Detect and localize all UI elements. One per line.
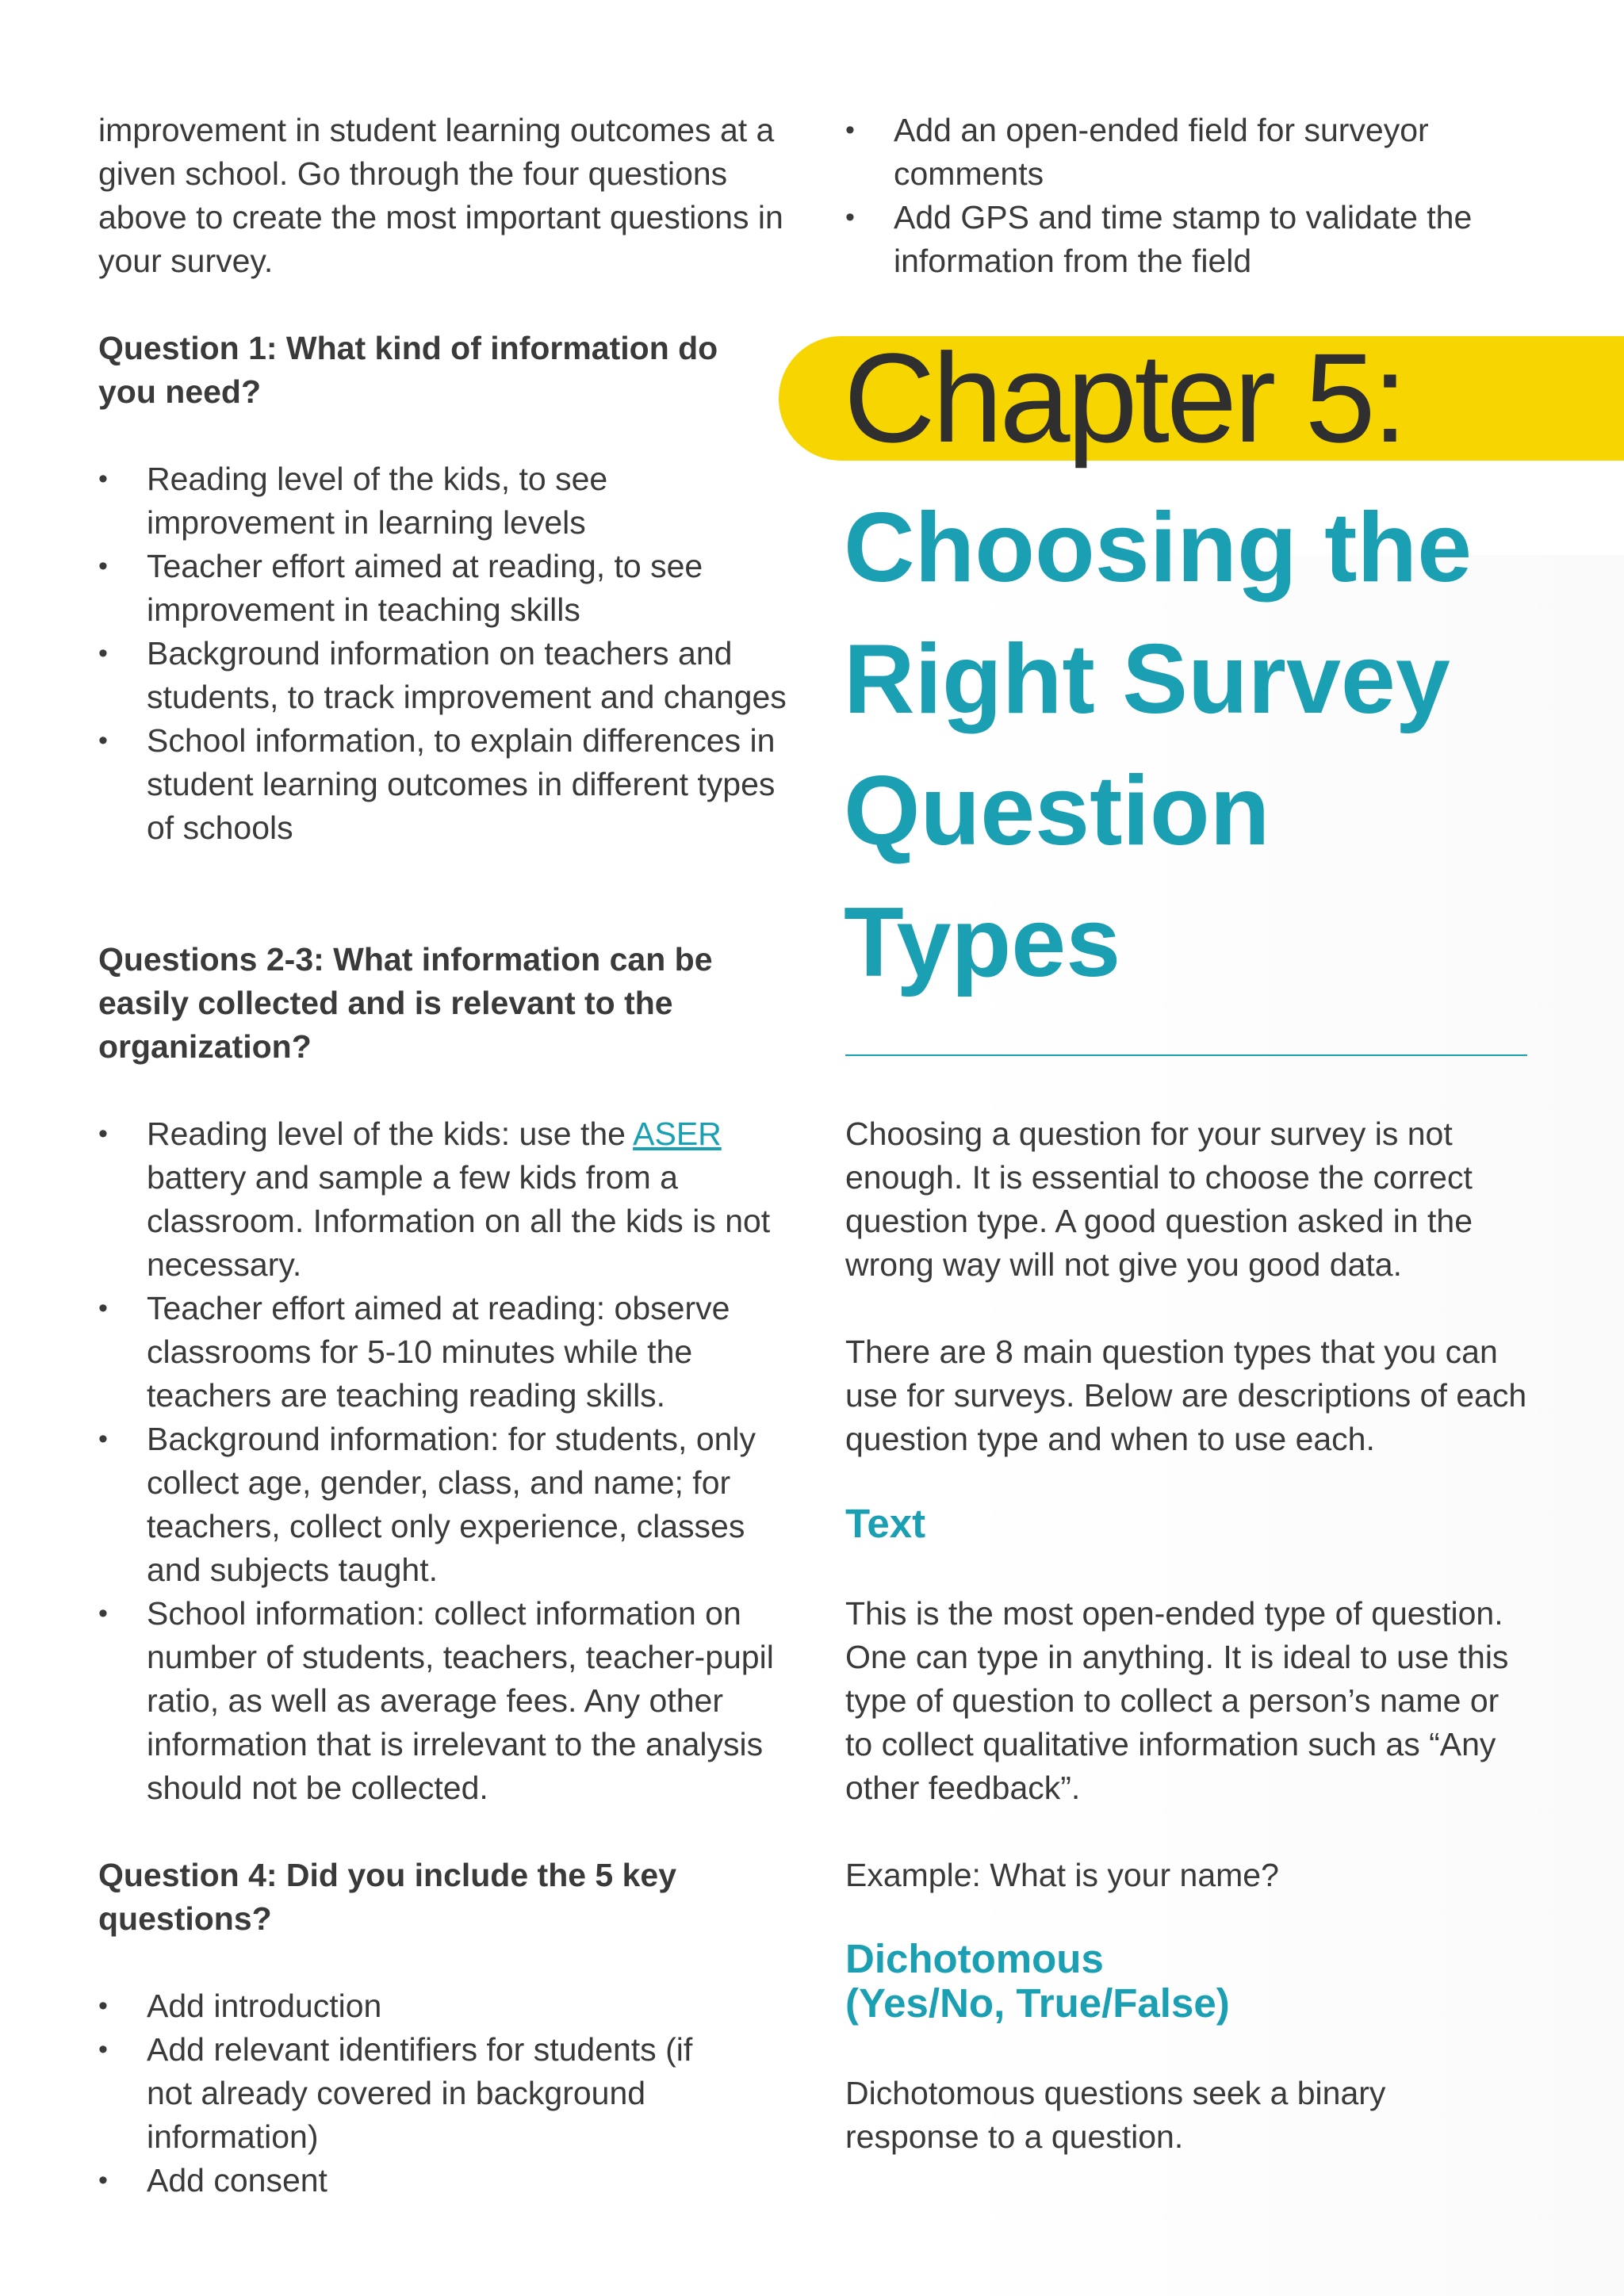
list-item: • Background information: for students, only collect age, gender, class, and name; for teachers, collect only experience, classes and subjects taught.: [98, 1418, 793, 1592]
question-1-heading: Question 1: What kind of information do you need?: [98, 330, 718, 410]
dichotomous-heading: [845, 1937, 1230, 2026]
text-heading: Text: [845, 1501, 926, 1546]
list-item: • School information: collect information on number of students, teachers, teacher-pupil ratio, as well as average fees. Any other information that is irrelevant to the analysis should not be collected.: [98, 1592, 793, 1810]
divider: [845, 1054, 1527, 1056]
list-item: • Teacher effort aimed at reading, to see improvement in teaching skills: [98, 545, 793, 632]
list-item-text: battery and sample a few kids from a classroom. Information on all the kids is not necessary.: [147, 1159, 771, 1283]
list-item: • Add introduction: [98, 1984, 793, 2028]
question-1-list: [98, 457, 793, 850]
dichotomous-heading-line-1: Dichotomous: [845, 1936, 1104, 1981]
question-2-3-heading: Questions 2-3: What information can be easily collected and is relevant to the organization?: [98, 941, 713, 1065]
list-item: • Teacher effort aimed at reading: observe classrooms for 5-10 minutes while the teachers are teaching reading skills.: [98, 1287, 793, 1418]
list-item: • Add GPS and time stamp to validate the information from the field: [845, 196, 1527, 283]
chapter-label: Chapter 5:: [844, 327, 1405, 469]
list-item-text: Reading level of the kids: use the: [147, 1115, 634, 1152]
list-item: [98, 1112, 793, 1287]
dichotomous-description: Dichotomous questions seek a binary response to a question.: [845, 2075, 1386, 2155]
text-example: Example: What is your name?: [845, 1857, 1279, 1893]
list-item: • Add an open-ended field for surveyor comments: [845, 109, 1527, 196]
text-description: This is the most open-ended type of question. One can type in anything. It is ideal to use this type of question to collect a person’s name or to collect qualitative information such as “Any other feedback”.: [845, 1595, 1509, 1806]
question-2-3-list: [98, 1112, 793, 1810]
list-item: • Add consent: [98, 2159, 793, 2202]
top-right-list: [845, 109, 1527, 283]
list-item: • Reading level of the kids, to see improvement in learning levels: [98, 457, 793, 545]
intro-paragraph-1: Choosing a question for your survey is not enough. It is essential to choose the correct question type. A good question asked in the wrong way will not give you good data.: [845, 1115, 1473, 1283]
list-item: • Add relevant identifiers for students (if not already covered in background information): [98, 2028, 793, 2159]
intro-paragraph-2: There are 8 main question types that you can use for surveys. Below are descriptions of each question type and when to use each.: [845, 1334, 1527, 1457]
list-item: • Background information on teachers and students, to track improvement and changes: [98, 632, 793, 719]
dichotomous-heading-line-2: (Yes/No, True/False): [845, 1980, 1230, 2026]
list-item: • School information, to explain differences in student learning outcomes in different types of schools: [98, 719, 793, 850]
chapter-title: Choosing the Right Survey Question Types: [844, 493, 1473, 997]
question-4-list: [98, 1984, 793, 2202]
aser-link[interactable]: ASER: [633, 1115, 722, 1152]
question-4-heading: Question 4: Did you include the 5 key questions?: [98, 1857, 677, 1937]
intro-paragraph: improvement in student learning outcomes at a given school. Go through the four questions above to create the most important questions in your survey.: [98, 112, 783, 279]
